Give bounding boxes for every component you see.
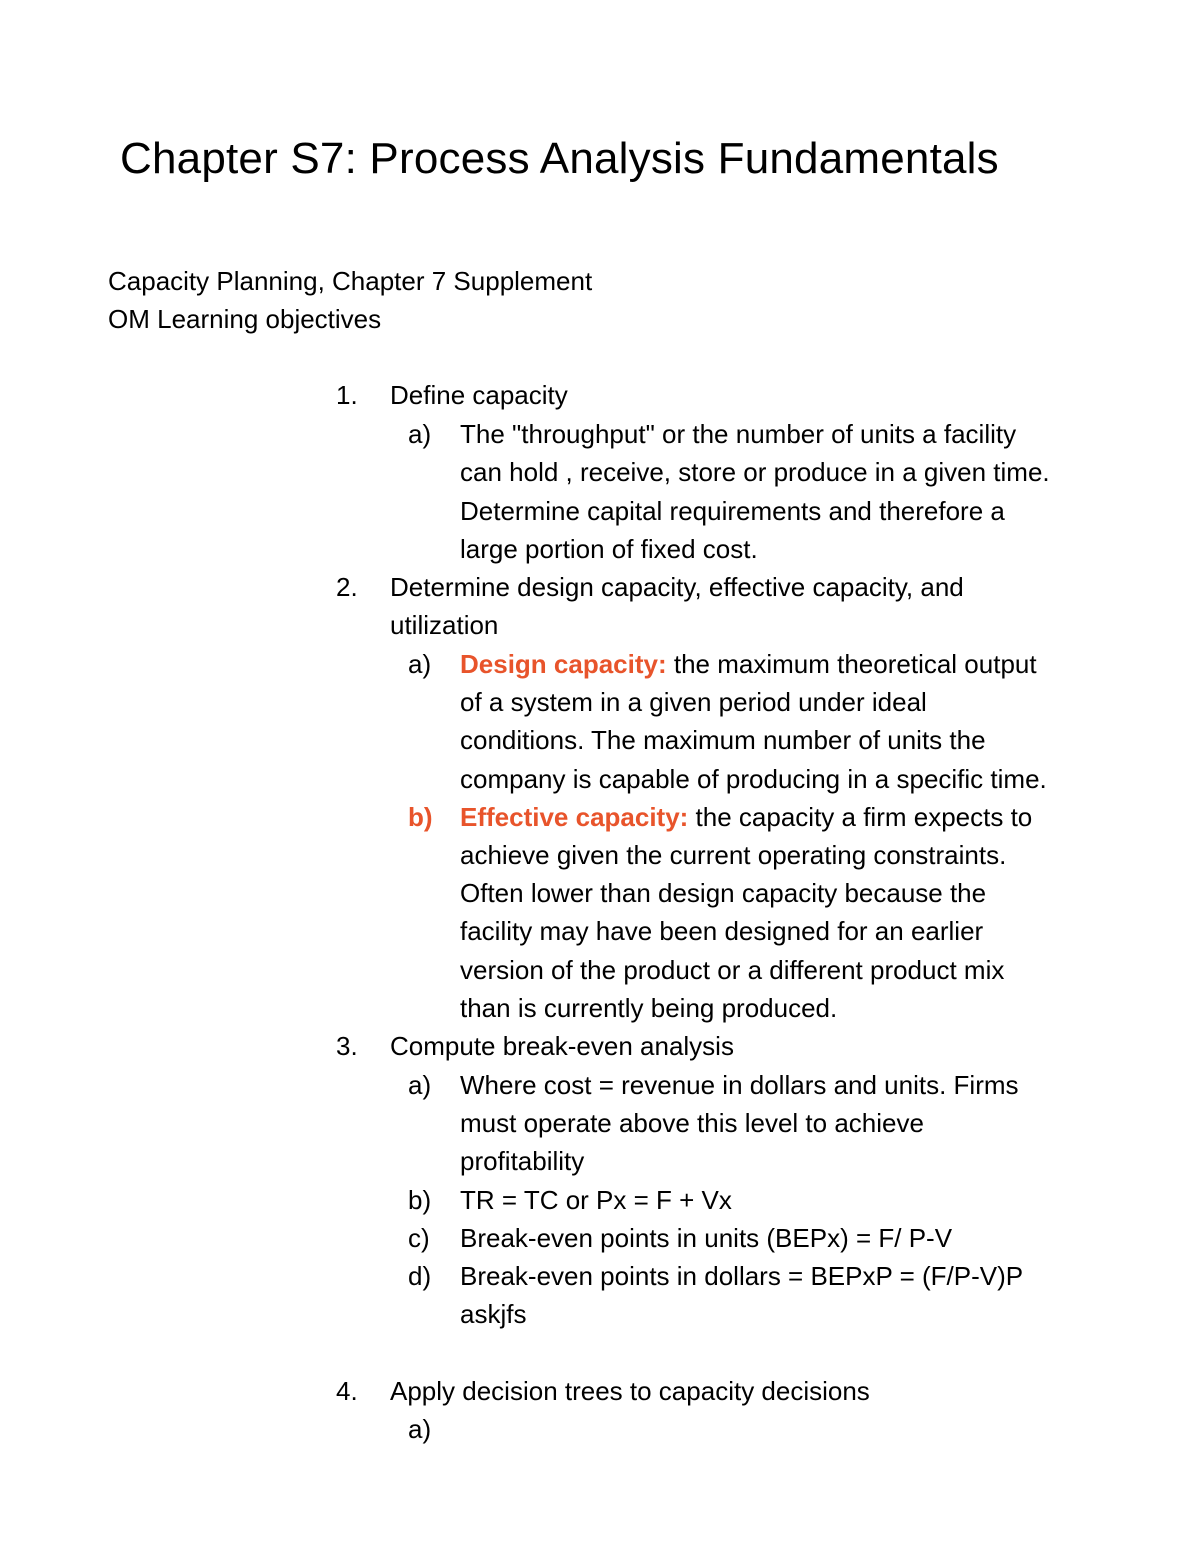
- subitem-letter: b): [408, 802, 433, 832]
- subitem-line: must operate above this level to achieve: [460, 1108, 924, 1138]
- subitem-line: facility may have been designed for an earlier: [460, 916, 984, 946]
- subitem-line: achieve given the current operating constraints.: [460, 840, 1007, 870]
- subitem-line: Determine capital requirements and therefore a: [460, 496, 1005, 526]
- subitem-line: than is currently being produced.: [460, 993, 838, 1023]
- subitem-letter: a): [408, 419, 432, 449]
- item-text: Determine design capacity, effective capacity, and: [390, 572, 964, 602]
- subitem-line: TR = TC or Px = F + Vx: [460, 1185, 732, 1215]
- subitem-line: The "throughput" or the number of units a facility: [460, 419, 1017, 449]
- subitem-line: company is capable of producing in a specific time.: [460, 764, 1047, 794]
- subitem-line: large portion of fixed cost.: [460, 534, 758, 564]
- subitem-letter: b): [408, 1185, 432, 1215]
- item-number: 3.: [336, 1031, 358, 1061]
- subitem-line-rest: the capacity a firm expects to: [688, 802, 1033, 832]
- subitem-letter: a): [408, 1414, 432, 1444]
- item-text: Compute break-even analysis: [390, 1031, 734, 1061]
- subitem-letter: a): [408, 1070, 432, 1100]
- subitem-line: [460, 798, 1032, 836]
- subtitle: Capacity Planning, Chapter 7 Supplement: [108, 266, 593, 296]
- subitem-line: [460, 645, 1037, 683]
- subitem-letter: d): [408, 1261, 432, 1291]
- subitem-line: profitability: [460, 1146, 585, 1176]
- item-text: Apply decision trees to capacity decisions: [390, 1376, 870, 1406]
- subitem-line: Break-even points in dollars = BEPxP = (F/P-V)P: [460, 1261, 1024, 1291]
- subitem-line: Break-even points in units (BEPx) = F/ P-V: [460, 1223, 953, 1253]
- subitem-letter: c): [408, 1223, 430, 1253]
- subitem-line: of a system in a given period under ideal: [460, 687, 927, 717]
- subitem-letter: a): [408, 649, 432, 679]
- item-number: 2.: [336, 572, 358, 602]
- subitem-line: askjfs: [460, 1299, 527, 1329]
- term-effective-capacity: Effective capacity:: [460, 802, 689, 832]
- objectives-heading: OM Learning objectives: [108, 304, 382, 334]
- term-design-capacity: Design capacity:: [460, 649, 667, 679]
- item-text: utilization: [390, 610, 499, 640]
- subitem-line: Where cost = revenue in dollars and units. Firms: [460, 1070, 1019, 1100]
- subitem-line: conditions. The maximum number of units the: [460, 725, 986, 755]
- item-number: 4.: [336, 1376, 358, 1406]
- subitem-line: Often lower than design capacity because the: [460, 878, 987, 908]
- page-title: Chapter S7: Process Analysis Fundamentals: [120, 134, 999, 183]
- subitem-line: version of the product or a different product mix: [460, 955, 1005, 985]
- item-text: Define capacity: [390, 380, 568, 410]
- subitem-line: can hold , receive, store or produce in a given time.: [460, 457, 1050, 487]
- item-number: 1.: [336, 380, 358, 410]
- subitem-line-rest: the maximum theoretical output: [666, 649, 1037, 679]
